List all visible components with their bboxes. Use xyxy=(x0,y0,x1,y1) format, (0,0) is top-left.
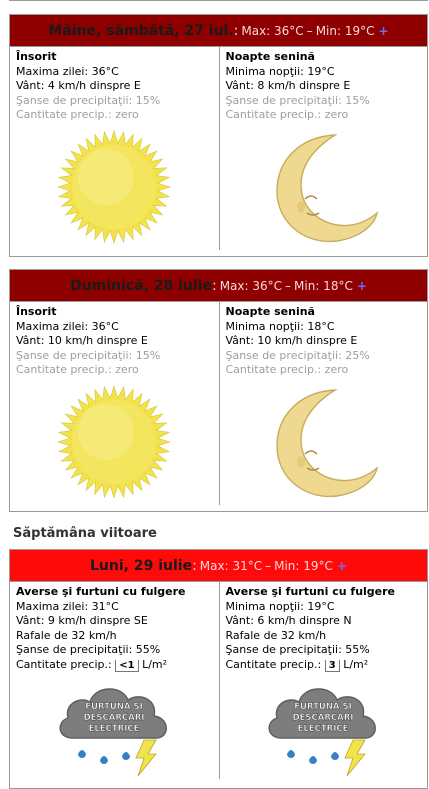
day-wind: Vânt: 9 km/h dinspre SE xyxy=(16,614,148,627)
day-wind: Vânt: 10 km/h dinspre E xyxy=(16,334,148,347)
sun-icon xyxy=(56,129,172,245)
night-min: Minima nopţii: 19°C xyxy=(225,64,335,78)
next-week-heading: Săptămâna viitoare xyxy=(13,526,157,541)
day-max: Maxima zilei: 31°C xyxy=(16,599,119,613)
night-precip-chance: Şanse de precipitaţii: 25% xyxy=(225,348,370,362)
night-gusts: Rafale de 32 km/h xyxy=(225,628,327,642)
night-min: Minima nopţii: 19°C xyxy=(225,599,335,613)
night-precip-amount: Cantitate precip.: zero xyxy=(225,363,349,376)
night-condition: Noapte senină xyxy=(225,305,315,318)
min-temp: Min: 19°C xyxy=(274,558,333,573)
card-header xyxy=(10,270,427,302)
title-separator: : xyxy=(233,22,239,39)
moon-icon xyxy=(265,384,381,502)
day-precip-amount: Cantitate precip.: zero xyxy=(16,363,139,376)
night-wind: Vânt: 10 km/h dinspre E xyxy=(225,334,358,347)
precip-value-badge: <1 xyxy=(115,660,138,672)
min-temp: Min: 18°C xyxy=(294,278,353,293)
card-title: Luni, 29 iulie xyxy=(90,557,193,574)
max-temp: Max: 31°C xyxy=(199,558,263,573)
svg-text:DESCARCARI: DESCARCARI xyxy=(83,713,145,723)
precip-label: Cantitate precip.: xyxy=(16,657,112,671)
day-column xyxy=(10,47,219,250)
svg-text:ELECTRICE: ELECTRICE xyxy=(88,724,140,734)
day-max: Maxima zilei: 36°C xyxy=(16,319,119,333)
night-condition: Averse şi furtuni cu fulgere xyxy=(225,585,396,598)
night-precip-chance: Şanse de precipitaţii: 15% xyxy=(225,93,370,107)
sun-icon xyxy=(56,384,172,500)
details-plus-link[interactable]: + xyxy=(336,558,347,573)
forecast-card-saturday xyxy=(9,14,428,257)
details-plus-link[interactable]: + xyxy=(356,278,367,293)
precip-unit: L/m² xyxy=(343,657,369,671)
storm-label: FURTUNA SI xyxy=(85,702,144,712)
storm-cloud-icon xyxy=(52,676,176,776)
svg-text:ELECTRICE: ELECTRICE xyxy=(297,724,349,734)
night-column xyxy=(219,302,428,505)
day-max: Maxima zilei: 36°C xyxy=(16,64,119,78)
night-wind: Vânt: 8 km/h dinspre E xyxy=(225,79,351,92)
top-divider xyxy=(9,0,428,1)
night-wind: Vânt: 6 km/h dinspre N xyxy=(225,614,352,627)
day-wind: Vânt: 4 km/h dinspre E xyxy=(16,79,141,92)
storm-label: FURTUNA SI xyxy=(294,702,353,712)
max-temp: Max: 36°C xyxy=(241,23,304,38)
moon-icon xyxy=(265,129,381,247)
night-condition: Noapte senină xyxy=(225,50,315,63)
day-precip-chance: Şanse de precipitaţii: 15% xyxy=(16,93,161,107)
details-plus-link[interactable]: + xyxy=(378,23,389,38)
day-condition: Averse şi furtuni cu fulgere xyxy=(16,585,186,598)
temp-dash: – xyxy=(285,278,292,293)
svg-text:DESCARCARI: DESCARCARI xyxy=(292,713,354,723)
day-condition: Însorit xyxy=(16,305,57,318)
min-temp: Min: 19°C xyxy=(315,23,375,38)
night-min: Minima nopţii: 18°C xyxy=(225,319,335,333)
night-column xyxy=(219,47,428,250)
day-precip-amount xyxy=(16,658,213,673)
temp-dash: – xyxy=(265,558,272,573)
card-title: Mâine, sâmbătă, 27 iul. xyxy=(48,22,234,39)
storm-cloud-icon xyxy=(261,676,385,776)
forecast-card-sunday xyxy=(9,269,428,512)
day-precip-amount: Cantitate precip.: zero xyxy=(16,108,139,121)
precip-label: Cantitate precip.: xyxy=(225,657,322,671)
title-separator: : xyxy=(211,277,217,294)
card-title: Duminică, 28 iulie xyxy=(70,277,212,294)
max-temp: Max: 36°C xyxy=(219,278,283,293)
day-column xyxy=(10,302,219,505)
precip-value-badge: 3 xyxy=(325,660,340,672)
temp-dash: – xyxy=(306,23,313,38)
title-separator: : xyxy=(192,557,197,574)
day-gusts: Rafale de 32 km/h xyxy=(16,628,117,642)
day-column xyxy=(10,582,219,779)
day-condition: Însorit xyxy=(16,50,57,63)
night-precip-amount: Cantitate precip.: zero xyxy=(225,108,349,121)
card-header xyxy=(10,550,427,582)
night-column xyxy=(219,582,428,779)
card-header xyxy=(10,15,427,47)
night-precip-chance: Şanse de precipitaţii: 55% xyxy=(225,643,370,656)
precip-unit: L/m² xyxy=(142,657,168,671)
forecast-card-monday xyxy=(9,549,428,789)
day-precip-chance: Şanse de precipitaţii: 15% xyxy=(16,348,161,362)
night-precip-amount xyxy=(226,658,422,673)
day-precip-chance: Şanse de precipitaţii: 55% xyxy=(16,643,161,656)
